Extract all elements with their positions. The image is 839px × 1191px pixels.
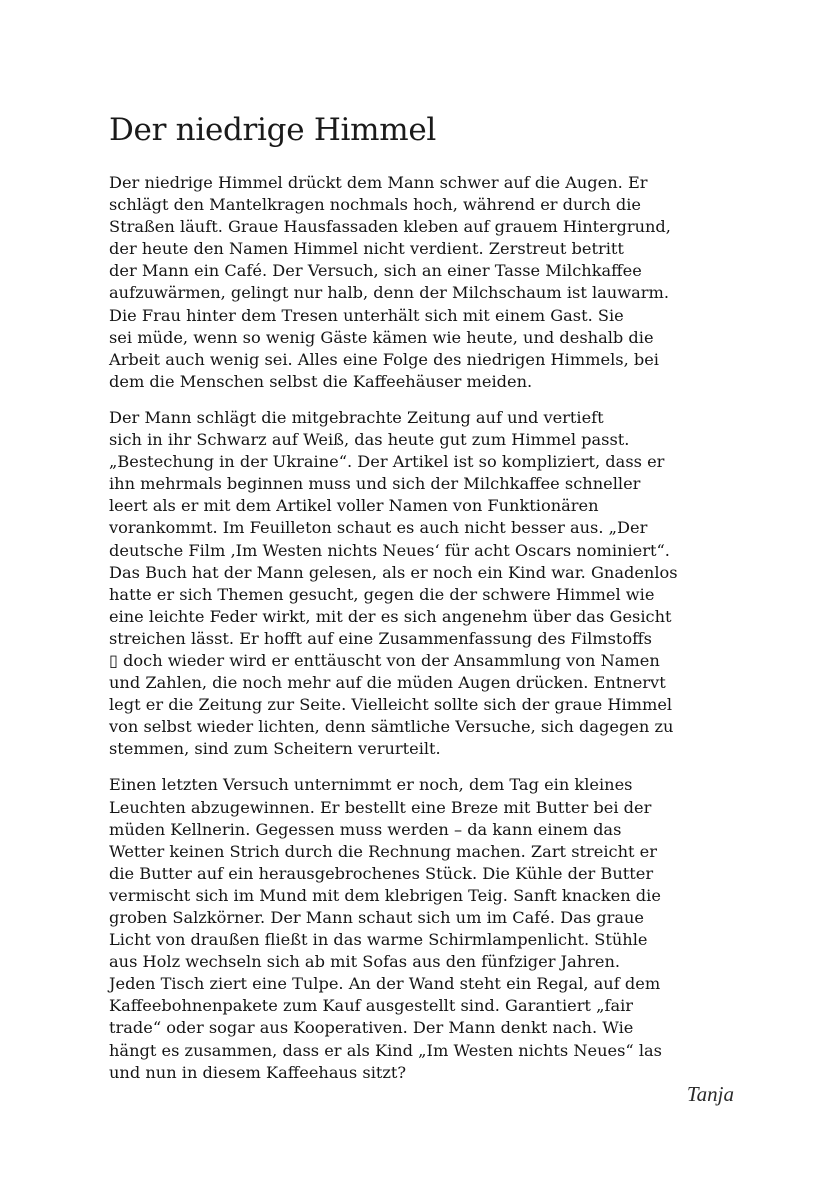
text-line: Licht von draußen fließt in das warme Schirmlampenlicht. Stühle [109, 930, 648, 950]
text-line: ihn mehrmals beginnen muss und sich der Milchkaffee schneller [109, 474, 641, 494]
text-line: von selbst wieder lichten, denn sämtliche Versuche, sich dagegen zu [109, 717, 674, 737]
article [109, 110, 734, 1106]
text-line: Arbeit auch wenig sei. Alles eine Folge des niedrigen Himmels, bei [109, 349, 659, 369]
text-line: Kaffeebohnenpakete zum Kauf ausgestellt sind. Garantiert „fair [109, 996, 634, 1016]
text-line: Der Mann schlägt die mitgebrachte Zeitung auf und vertieft [109, 407, 604, 427]
text-line: Einen letzten Versuch unternimmt er noch, dem Tag ein kleines [109, 775, 633, 795]
text-line: Wetter keinen Strich durch die Rechnung machen. Zart streicht er [109, 841, 657, 861]
text-line: hatte er sich Themen gesucht, gegen die der schwere Himmel wie [109, 584, 655, 604]
paragraph-3 [109, 774, 734, 1083]
text-line: deutsche Film ‚Im Westen nichts Neues‘ für acht Oscars nominiert“. [109, 540, 670, 560]
text-line: Jeden Tisch ziert eine Tulpe. An der Wand steht ein Regal, auf dem [109, 974, 661, 994]
text-line: vorankommt. Im Feuilleton schaut es auch nicht besser aus. „Der [109, 518, 648, 538]
text-line: vermischt sich im Mund mit dem klebrigen Teig. Sanft knacken die [109, 885, 661, 905]
text-line: müden Kellnerin. Gegessen muss werden – da kann einem das [109, 819, 622, 839]
text-line: Leuchten abzugewinnen. Er bestellt eine Breze mit Butter bei der [109, 797, 652, 817]
text-line: Der niedrige Himmel drückt dem Mann schwer auf die Augen. Er [109, 173, 648, 192]
text-line: Das Buch hat der Mann gelesen, als er noch ein Kind war. Gnadenlos [109, 562, 678, 582]
text-line: legt er die Zeitung zur Seite. Vielleicht sollte sich der graue Himmel [109, 695, 673, 715]
text-line: der heute den Namen Himmel nicht verdient. Zerstreut betritt [109, 239, 624, 259]
text-line: trade“ oder sogar aus Kooperativen. Der Mann denkt nach. Wie [109, 1018, 634, 1038]
text-line: und Zahlen, die noch mehr auf die müden Augen drücken. Entnervt [109, 673, 666, 693]
text-line: aufzuwärmen, gelingt nur halb, denn der Milchschaum ist lauwarm. [109, 283, 669, 303]
paragraph-1 [109, 172, 734, 393]
text-line: und nun in diesem Kaffeehaus sitzt? [109, 1062, 407, 1082]
text-line: leert als er mit dem Artikel voller Namen von Funktionären [109, 496, 599, 516]
article-title: Der niedrige Himmel [109, 112, 437, 148]
text-line: sei müde, wenn so wenig Gäste kämen wie heute, und deshalb die [109, 327, 654, 347]
text-line: die Butter auf ein herausgebrochenes Stück. Die Kühle der Butter [109, 863, 654, 883]
text-line: stemmen, sind zum Scheitern verurteilt. [109, 739, 441, 759]
text-line: schlägt den Mantelkragen nochmals hoch, während er durch die [109, 195, 641, 215]
text-line: sich in ihr Schwarz auf Weiß, das heute gut zum Himmel passt. [109, 430, 630, 450]
text-line: eine leichte Feder wirkt, mit der es sich angenehm über das Gesicht [109, 606, 672, 626]
paragraph-2 [109, 407, 734, 761]
text-line: streichen lässt. Er hofft auf eine Zusammenfassung des Filmstoffs [109, 628, 652, 648]
text-line: dem die Menschen selbst die Kaffeehäuser meiden. [109, 371, 533, 391]
text-line: Straßen läuft. Graue Hausfassaden kleben auf grauem Hintergrund, [109, 217, 671, 237]
text-line: hängt es zusammen, dass er als Kind „Im Westen nichts Neues“ las [109, 1040, 662, 1060]
author-signature: Tanja [686, 1082, 734, 1106]
text-line: ▯ doch wieder wird er enttäuscht von der Ansammlung von Namen [109, 650, 660, 670]
text-line: Die Frau hinter dem Tresen unterhält sich mit einem Gast. Sie [109, 305, 624, 325]
text-line: aus Holz wechseln sich ab mit Sofas aus den fünfziger Jahren. [109, 952, 621, 972]
text-line: „Bestechung in der Ukraine“. Der Artikel ist so kompliziert, dass er [109, 452, 665, 472]
text-line: groben Salzkörner. Der Mann schaut sich um im Café. Das graue [109, 908, 644, 927]
text-line: der Mann ein Café. Der Versuch, sich an einer Tasse Milchkaffee [109, 261, 642, 281]
